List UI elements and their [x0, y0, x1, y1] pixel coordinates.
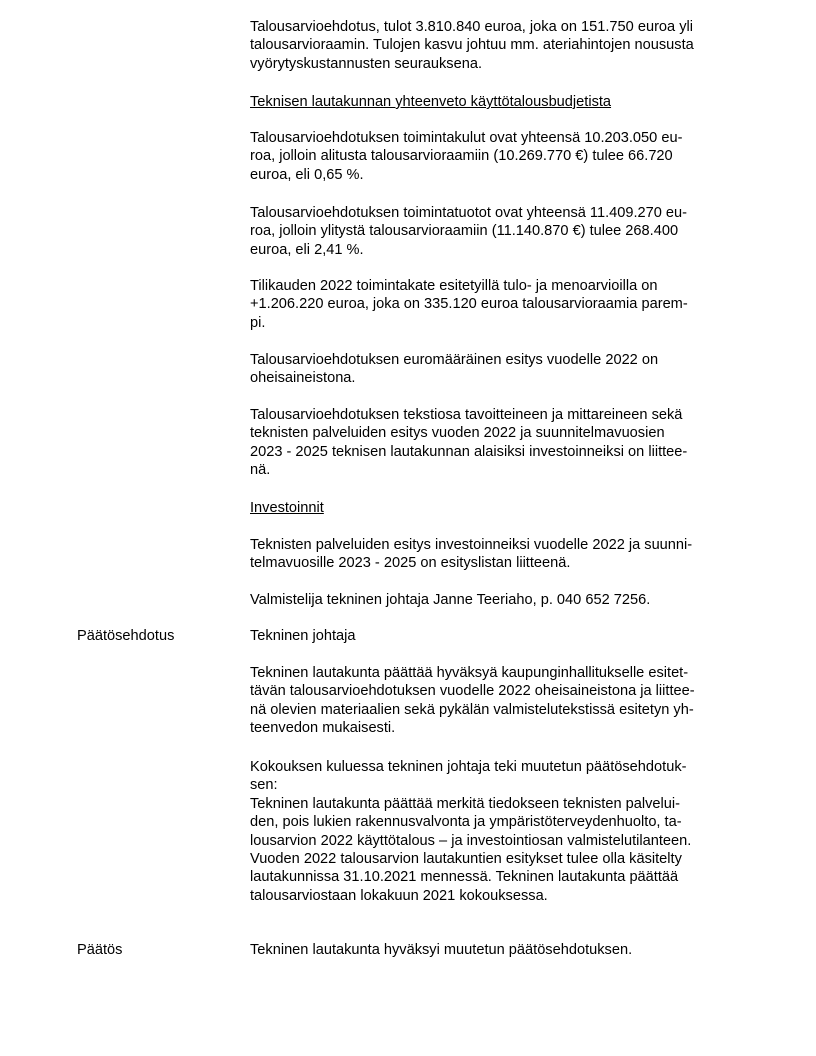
operating-income-paragraph: Talousarvioehdotuksen toimintatuotot ovat yhteensä 11.409.270 eu- roa, jolloin ylitystä talousarvioraamiin (11.140.870 €) tulee 268.400 euroa, eli 2,41 %.: [250, 205, 688, 258]
text-section-paragraph: Talousarvioehdotuksen tekstiosa tavoitteineen ja mittareineen sekä teknisten palveluiden esitys vuoden 2022 ja suunnitelmavuosien 2023 - 2025 teknisen lautakunnan alaisiksi investoinneiksi on liittee- nä.: [250, 407, 688, 479]
amended-proposal-paragraph: Kokouksen kuluessa tekninen johtaja teki muutetun päätösehdotuk- sen: Tekninen lautakunta päättää merkitä tiedokseen teknisten palvelui- den, pois lukien rakennusvalvonta ja ympäristöterveydenhuolto, ta- lousarvion 2022 käyttötalous – ja investointiosan valmistelutilanteen. Vuoden 2022 talousarvion lautakuntien esitykset tulee olla käsitelty lautakunnissa 31.10.2021 mennessä. Tekninen lautakunta päättää talousarviostaan lokakuun 2021 kokouksessa.: [250, 759, 692, 904]
operating-margin-paragraph: Tilikauden 2022 toimintakate esitetyillä tulo- ja menoarvioilla on +1.206.220 euroa, joka on 335.120 euroa talousarvioraamia parem- pi.: [250, 278, 688, 331]
proposal-label: Päätösehdotus: [77, 628, 175, 644]
decision-text: Tekninen lautakunta hyväksyi muutetun päätösehdotuksen.: [250, 942, 633, 958]
euro-proposal-paragraph: Talousarvioehdotuksen euromääräinen esitys vuodelle 2022 on oheisaineistona.: [250, 352, 659, 387]
preparer-line: Valmistelija tekninen johtaja Janne Teeriaho, p. 040 652 7256.: [250, 592, 651, 608]
summary-heading: Teknisen lautakunnan yhteenveto käyttötalousbudjetista: [250, 94, 612, 110]
proposer: Tekninen johtaja: [250, 628, 356, 644]
investments-heading: Investoinnit: [250, 500, 324, 516]
operating-costs-paragraph: Talousarvioehdotuksen toimintakulut ovat yhteensä 10.203.050 eu- roa, jolloin alitusta talousarvioraamiin (10.269.770 €) tulee 66.720 euroa, eli 0,65 %.: [250, 130, 683, 183]
intro-paragraph: Talousarvioehdotus, tulot 3.810.840 euroa, joka on 151.750 euroa yli talousarvioraamin. Tulojen kasvu johtuu mm. ateriahintojen noususta vyörytyskustannusten seurauksena.: [250, 19, 694, 72]
investments-paragraph: Teknisten palveluiden esitys investoinneiksi vuodelle 2022 ja suunni- telmavuosille 2023 - 2025 on esityslistan liitteenä.: [250, 537, 693, 572]
proposal-paragraph: Tekninen lautakunta päättää hyväksyä kaupunginhallitukselle esitet- tävän talousarvioehdotuksen vuodelle 2022 oheisaineistona ja liittee- nä olevien materiaalien sekä pykälän valmistelutekstissä esitetyn yh- teenvedon mukaisesti.: [250, 665, 695, 737]
decision-label: Päätös: [77, 942, 123, 958]
